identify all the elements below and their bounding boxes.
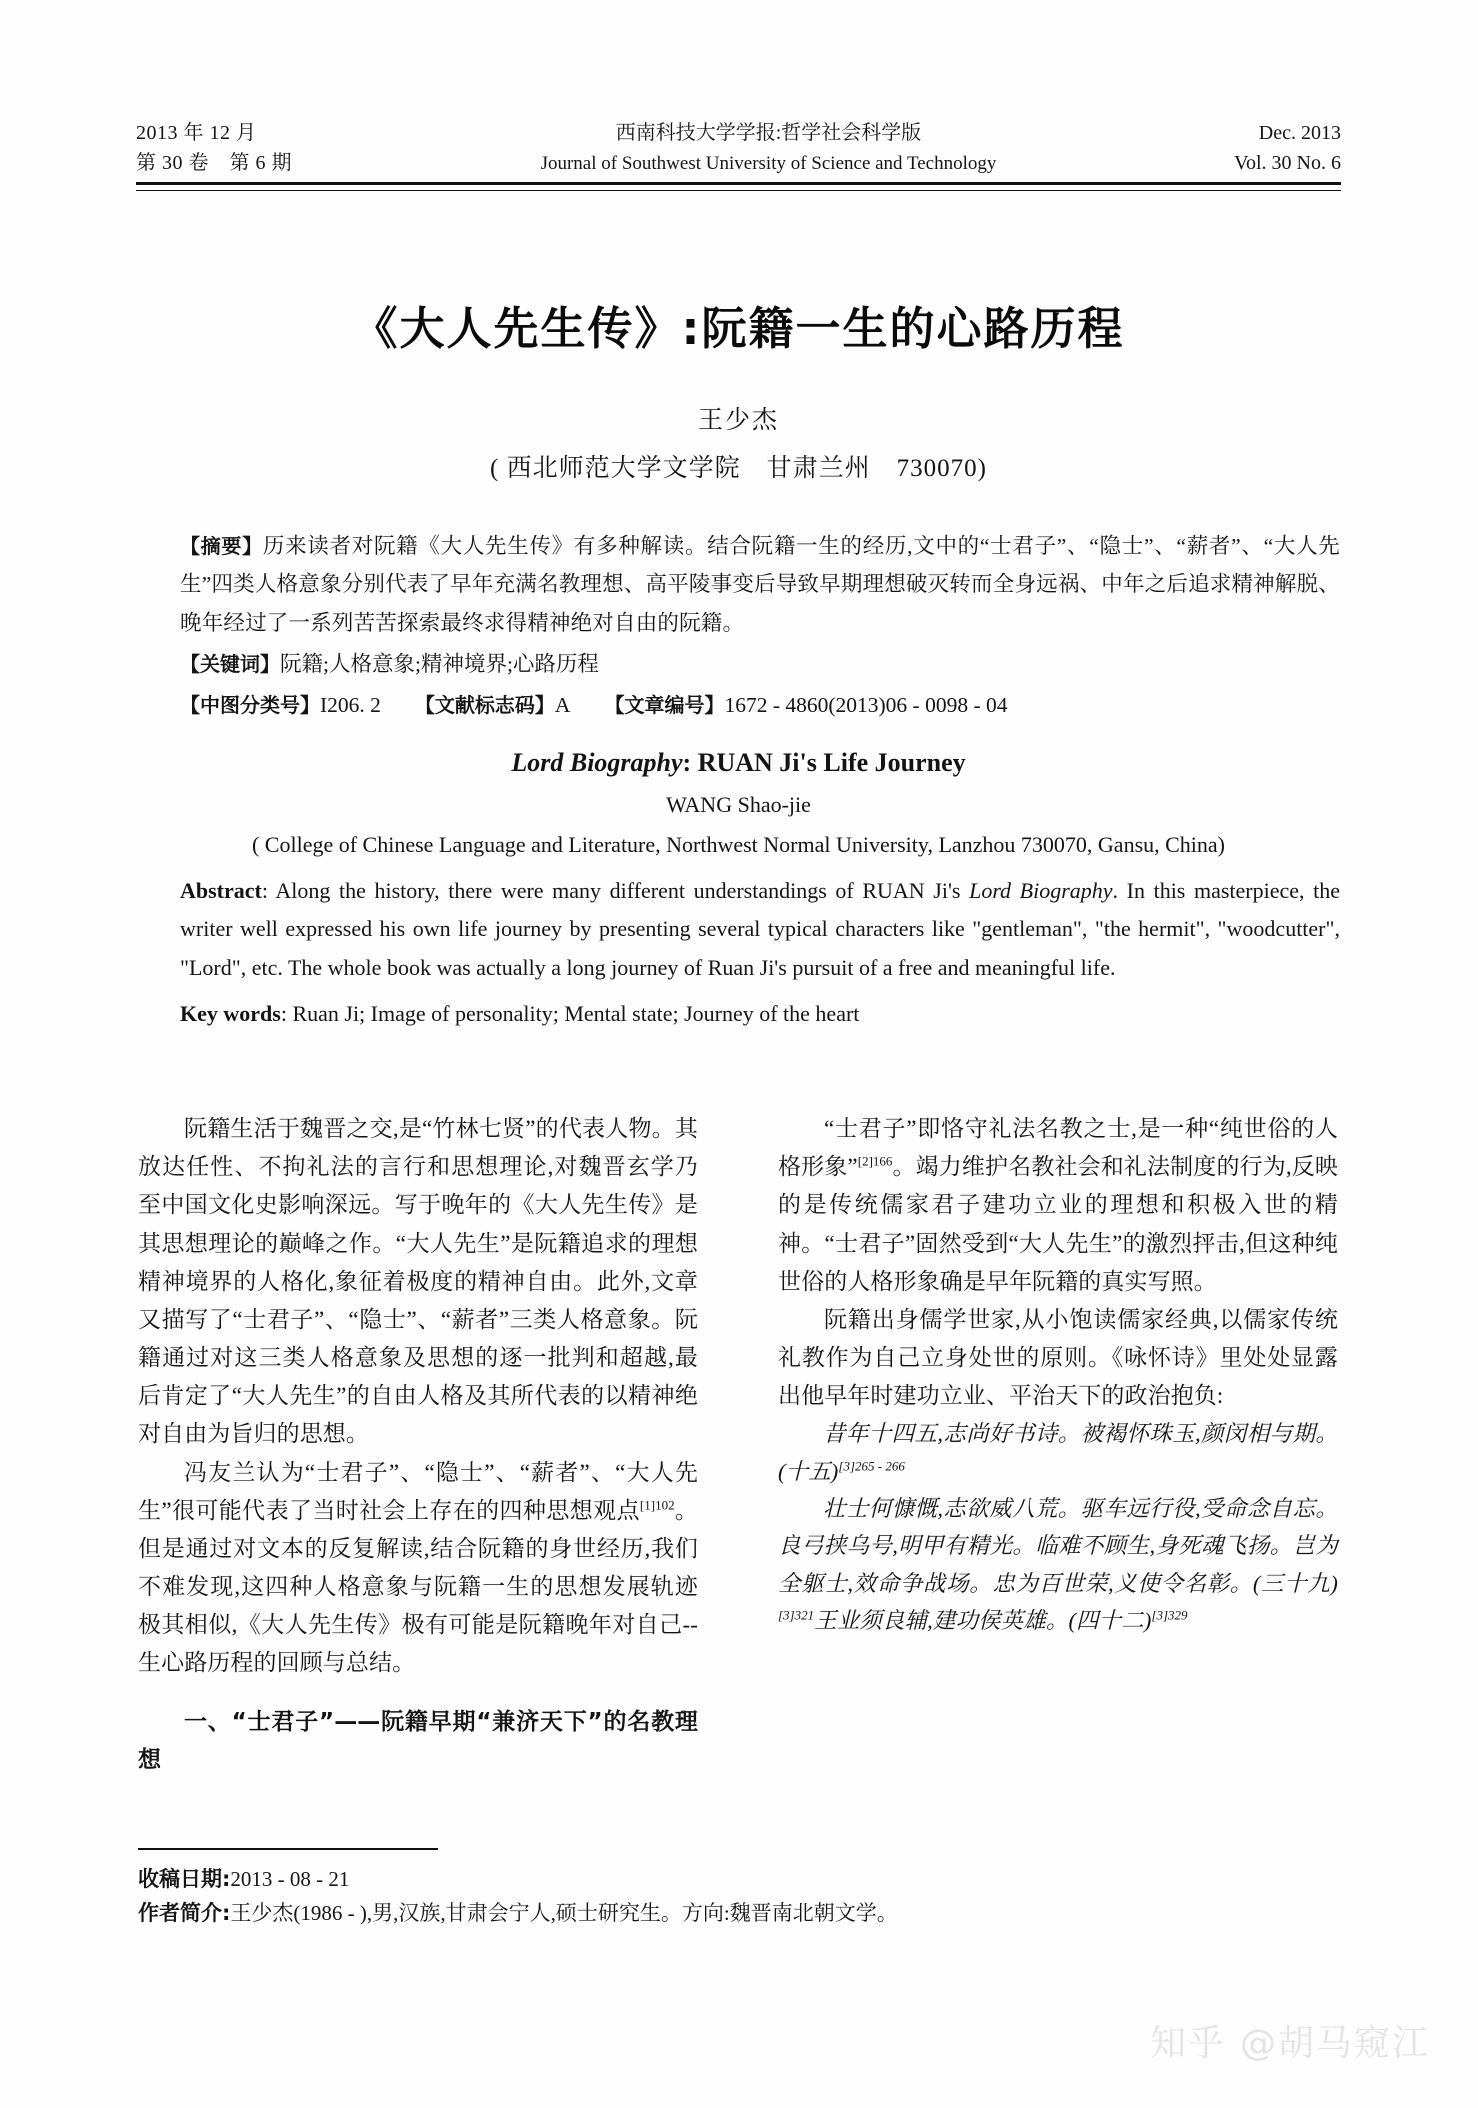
section-heading: 一、“士君子”——阮籍早期“兼济天下”的名教理想	[138, 1708, 698, 1773]
keywords-cn	[180, 645, 1340, 683]
paragraph-text: 冯友兰认为“士君子”、“隐士”、“薪者”、“大人先生”很可能代表了当时社会上存在的四种思想观点	[138, 1459, 698, 1523]
paragraph-text: 。竭力维护名教社会和礼法制度的行为,反映的是传统儒家君子建功立业的理想和积极入世的精神。“士君子”固然受到“大人先生”的激烈抨击,但这种纯世俗的人格形象确是早年阮籍的真实写照。	[778, 1154, 1339, 1294]
paragraph	[778, 1110, 1338, 1301]
abstract-cn	[180, 527, 1340, 642]
header-divider	[136, 182, 1341, 191]
received-date-line	[138, 1862, 938, 1896]
page-title: 《大人先生传》:阮籍一生的心路历程	[352, 302, 1125, 355]
abstract-en-part2: . In this masterpiece, the writer well expressed his own life journey by presenting several typical characters like "gentleman", "the hermit", "woodcutter", "Lord", etc. The whole book was actually a long journey of Ruan Ji's pursuit of a free and meaningful life.	[180, 878, 1340, 980]
keywords-cn-text: 阮籍;人格意象;精神境界;心路历程	[280, 651, 599, 676]
abstract-cn-text: 历来读者对阮籍《大人先生传》有多种解读。结合阮籍一生的经历,文中的“士君子”、“隐士”、“薪者”、“大人先生”四类人格意象分别代表了早年充满名教理想、高平陵事变后导致早期理想破灭转而全身远祸、中年之后追求精神解脱、晚年经过了一系列苦苦探索最终求得精神绝对自由的阮籍。	[180, 534, 1340, 635]
abstract-en-italic: Lord Biography	[969, 878, 1113, 903]
poem-quote-text: 壮士何慷慨,志欲威八荒。驱车远行役,受命念自忘。良弓挟乌号,明甲有精光。临难不顾生,身死魂飞扬。岂为全躯士,效命争战场。忠为百世荣,义使令名彰。(三十九)	[778, 1496, 1338, 1596]
poem-quote-text: 王业须良辅,建功侯英雄。(四十二)	[814, 1608, 1152, 1634]
page-title-en	[136, 748, 1341, 778]
citation-ref: [3]329	[1151, 1607, 1188, 1623]
body-column-right	[778, 1110, 1338, 1639]
received-date-value: 2013 - 08 - 21	[230, 1867, 350, 1891]
paragraph: 阮籍生活于魏晋之交,是“竹林七贤”的代表人物。其放达任性、不拘礼法的言行和思想理论,对魏晋玄学乃至中国文化史影响深远。写于晚年的《大人先生传》是其思想理论的巅峰之作。“大人先生”是阮籍追求的理想精神境界的人格化,象征着极度的精神自由。此外,文章又描写了“士君子”、“隐士”、“薪者”三类人格意象。阮籍通过对这三类人格意象及思想的逐一批判和超越,最后肯定了“大人先生”的自由人格及其所代表的以精神绝对自由为旨归的思想。	[138, 1116, 698, 1447]
keywords-en-text: : Ruan Ji; Image of personality; Mental state; Journey of the heart	[280, 1000, 860, 1026]
paragraph: 阮籍出身儒学世家,从小饱读儒家经典,以儒家传统礼教作为自己立身处世的原则。《咏怀诗》里处处显露出他早年时建功立业、平治天下的政治抱负:	[778, 1306, 1338, 1409]
footnote-block	[138, 1862, 938, 1930]
paragraph-text: “士君子”即恪守礼法名教之士,是一种“纯世俗的人格形象”	[778, 1116, 1338, 1180]
author-name-cn: 王少杰	[697, 407, 779, 434]
paragraph-text: 。但是通过对文本的反复解读,结合阮籍的身世经历,我们不难发现,这四种人格意象与阮籍一生的思想发展轨迹极其相似,《大人先生传》极有可能是阮籍晚年对自己--生心路历程的回顾与总结。	[138, 1497, 698, 1676]
journal-name-en: Journal of Southwest University of Science and Technology	[540, 153, 997, 174]
abstract-cn-label: 【摘要】	[180, 534, 263, 558]
watermark	[1150, 2015, 1430, 2066]
page-title-en-rest: : RUAN Ji's Life Journey	[682, 748, 966, 777]
abstract-en-part1: : Along the history, there were many different understandings of RUAN Ji's	[261, 878, 970, 903]
clc-value: I206. 2	[320, 693, 381, 718]
abstract-en-label: Abstract	[180, 878, 262, 903]
abstract-en	[180, 872, 1340, 987]
watermark-handle: @胡马窥江	[1239, 2023, 1430, 2064]
doc-code-label: 【文献标志码】	[414, 693, 555, 718]
keywords-cn-label: 【关键词】	[180, 651, 280, 676]
issue-date-en: Dec. 2013	[1258, 122, 1341, 144]
body-column-left	[138, 1110, 698, 1779]
poem-quote	[778, 1415, 1338, 1490]
poem-quote-text: 昔年十四五,志尚好书诗。被褐怀珠玉,颜闵相与期。(十五)	[778, 1421, 1338, 1484]
zhihu-logo-text: 知乎	[1149, 2023, 1226, 2064]
paragraph	[138, 1454, 698, 1683]
citation-ref: [3]321	[778, 1607, 815, 1623]
running-head	[136, 118, 1341, 179]
article-metadata-cn	[180, 686, 1340, 724]
clc-label: 【中图分类号】	[180, 693, 320, 718]
article-number-value: 1672 - 4860(2013)06 - 0098 - 04	[724, 693, 1008, 718]
volume-issue-en: Vol. 30 No. 6	[1234, 152, 1341, 174]
doc-code-value: A	[554, 693, 571, 718]
keywords-en-label: Key words	[180, 1000, 281, 1026]
issue-date-cn: 2013 年 12 月	[136, 122, 257, 144]
footnote-divider	[138, 1848, 438, 1850]
affiliation-cn: ( 西北师范大学文学院 甘肃兰州 730070)	[490, 455, 987, 482]
chinese-abstract-block	[180, 527, 1340, 724]
citation-ref: [1]102	[639, 1497, 675, 1513]
affiliation-en: ( College of Chinese Language and Literature, Northwest Normal University, Lanzhou 730070, Gansu, China)	[251, 832, 1226, 857]
running-head-line-2	[136, 148, 1341, 179]
english-abstract-block	[180, 872, 1340, 1033]
page-title-en-italic: Lord Biography	[511, 748, 683, 777]
author-bio-label: 作者简介:	[138, 1901, 231, 1926]
received-date-label: 收稿日期:	[138, 1867, 231, 1891]
citation-ref: [2]166	[857, 1153, 893, 1169]
article-number-label: 【文章编号】	[604, 693, 725, 718]
author-bio-line	[138, 1896, 938, 1930]
keywords-en	[180, 995, 1340, 1033]
poem-quote	[778, 1490, 1338, 1639]
author-bio-value: 王少杰(1986 - ),男,汉族,甘肃会宁人,硕士研究生。方向:魏晋南北朝文学。	[230, 1901, 898, 1926]
running-head-line-1	[136, 118, 1341, 148]
journal-name-cn: 西南科技大学学报:哲学社会科学版	[615, 122, 922, 144]
author-name-en: WANG Shao-jie	[666, 792, 811, 817]
volume-issue-cn: 第 30 卷 第 6 期	[136, 152, 292, 174]
citation-ref: [3]265 - 266	[838, 1458, 905, 1474]
